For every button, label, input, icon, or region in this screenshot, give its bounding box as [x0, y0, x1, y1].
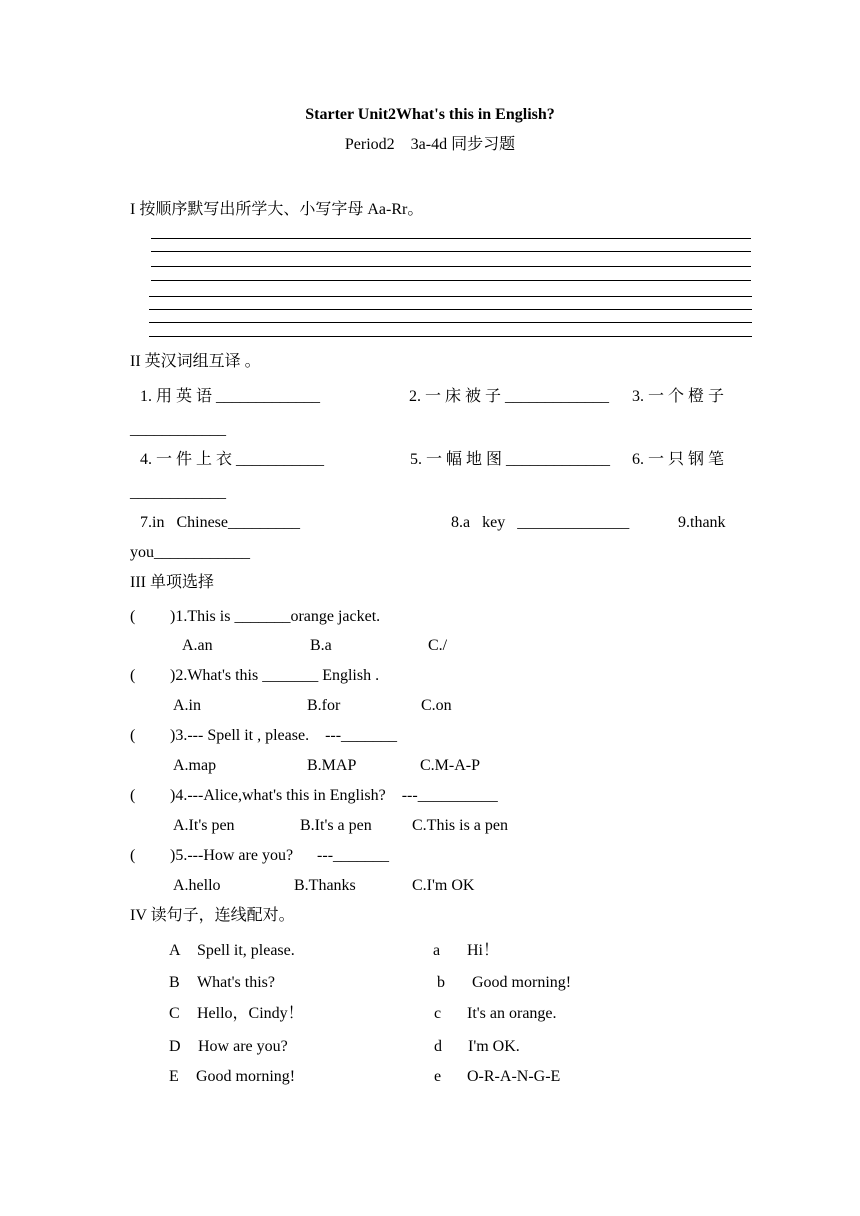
- question-stem: )4.---Alice,what's this in English? ---__________: [170, 787, 498, 804]
- match-right-letter: a: [433, 942, 441, 959]
- answer-paren: (: [130, 667, 136, 684]
- translation-item-6-blank: ____________: [130, 484, 226, 501]
- answer-paren: (: [130, 847, 136, 864]
- section-4-heading: IV 读句子，连线配对。: [130, 907, 295, 924]
- match-left-text: What's this?: [197, 974, 275, 991]
- section-1-heading: I 按顺序默写出所学大、小写字母 Aa-Rr。: [130, 201, 424, 218]
- question-stem: )1.This is _______orange jacket.: [170, 608, 381, 625]
- match-left-letter: A: [169, 942, 181, 959]
- option-b: B.a: [310, 637, 332, 654]
- match-right-letter: d: [434, 1038, 442, 1055]
- option-c: C.This is a pen: [412, 817, 508, 834]
- worksheet-title: Starter Unit2What's this in English?: [305, 106, 555, 123]
- match-left-text: Good morning!: [196, 1068, 296, 1085]
- match-right-text: Good morning!: [472, 974, 572, 991]
- option-c: C.I'm OK: [412, 877, 475, 894]
- translation-item-3-blank: ____________: [130, 421, 226, 438]
- translation-item-9-blank: you____________: [130, 544, 250, 561]
- match-right-letter: b: [437, 974, 445, 991]
- match-left-letter: D: [169, 1038, 181, 1055]
- question-stem: )5.---How are you? ---_______: [170, 847, 390, 864]
- match-right-text: I'm OK.: [468, 1038, 520, 1055]
- writing-line: [149, 322, 752, 323]
- worksheet-subtitle: Period2 3a-4d 同步习题: [344, 136, 516, 153]
- translation-item-9: 9.thank: [678, 514, 726, 531]
- translation-item-2: 2. 一 床 被 子 _____________: [409, 388, 610, 405]
- writing-line: [149, 296, 752, 297]
- option-b: B.MAP: [307, 757, 357, 774]
- option-b: B.It's a pen: [300, 817, 372, 834]
- match-left-letter: C: [169, 1005, 180, 1022]
- writing-line: [151, 280, 751, 281]
- question-stem: )3.--- Spell it , please. ---_______: [170, 727, 398, 744]
- option-a: A.an: [182, 637, 213, 654]
- section-2-heading: II 英汉词组互译 。: [130, 353, 261, 370]
- translation-item-6: 6. 一 只 钢 笔: [632, 451, 725, 468]
- translation-item-1: 1. 用 英 语 _____________: [140, 388, 321, 405]
- match-right-text: It's an orange.: [467, 1005, 557, 1022]
- option-c: C.M-A-P: [420, 757, 481, 774]
- match-left-text: Hello，Cindy！: [197, 1005, 304, 1022]
- writing-line: [149, 336, 752, 337]
- match-left-text: Spell it, please.: [197, 942, 295, 959]
- translation-item-5: 5. 一 幅 地 图 _____________: [410, 451, 611, 468]
- writing-line: [149, 309, 752, 310]
- match-left-letter: E: [169, 1068, 179, 1085]
- answer-paren: (: [130, 608, 136, 625]
- option-a: A.hello: [173, 877, 221, 894]
- match-left-text: How are you?: [198, 1038, 288, 1055]
- option-a: A.map: [173, 757, 217, 774]
- translation-item-7: 7.in Chinese_________: [140, 514, 300, 531]
- option-c: C.on: [421, 697, 452, 714]
- option-c: C./: [428, 637, 448, 654]
- section-3-heading: III 单项选择: [130, 574, 214, 591]
- writing-line: [151, 238, 751, 239]
- answer-paren: (: [130, 787, 136, 804]
- match-left-letter: B: [169, 974, 180, 991]
- option-b: B.for: [307, 697, 341, 714]
- writing-line: [151, 251, 751, 252]
- writing-line: [151, 266, 751, 267]
- translation-item-3: 3. 一 个 橙 子: [632, 388, 725, 405]
- translation-item-8: 8.a key ______________: [451, 514, 630, 531]
- match-right-letter: e: [434, 1068, 442, 1085]
- match-right-text: O-R-A-N-G-E: [467, 1068, 561, 1085]
- option-a: A.It's pen: [173, 817, 235, 834]
- question-stem: )2.What's this _______ English .: [170, 667, 380, 684]
- answer-paren: (: [130, 727, 136, 744]
- match-right-text: Hi！: [467, 942, 500, 959]
- option-b: B.Thanks: [294, 877, 356, 894]
- translation-item-4: 4. 一 件 上 衣 ___________: [140, 451, 325, 468]
- match-right-letter: c: [434, 1005, 442, 1022]
- option-a: A.in: [173, 697, 201, 714]
